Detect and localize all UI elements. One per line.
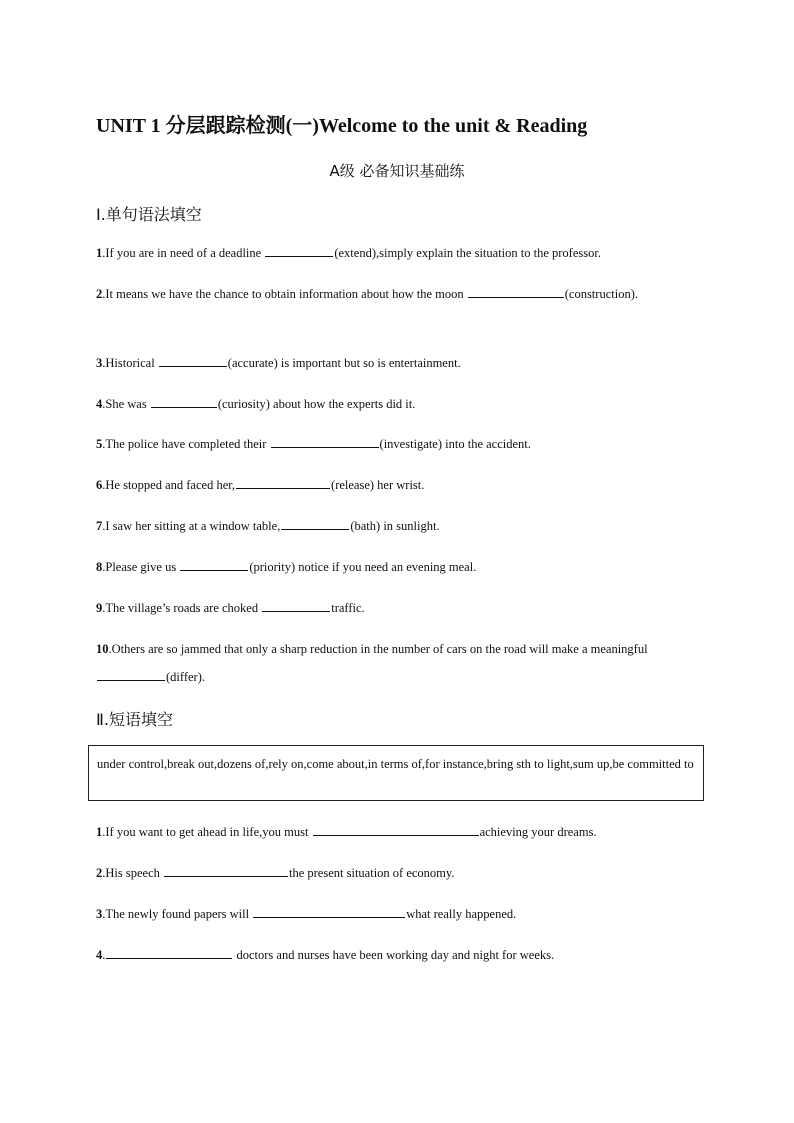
question-text-after: (curiosity) about how the experts did it. xyxy=(217,397,416,411)
question-2-3 xyxy=(96,900,706,928)
question-number: 4 xyxy=(96,948,103,962)
answer-blank[interactable] xyxy=(236,474,330,489)
question-number: 2 xyxy=(96,866,103,880)
question-text-after: the present situation of economy. xyxy=(289,866,455,880)
section-heading-phrases: Ⅱ.短语填空 xyxy=(96,710,173,729)
question-1-9 xyxy=(96,594,706,622)
question-text-after: what really happened. xyxy=(406,907,517,921)
answer-blank[interactable] xyxy=(159,352,227,367)
question-text-before: .Historical xyxy=(102,356,158,370)
question-2-4 xyxy=(96,941,706,969)
question-text-after: (extend),simply explain the situation to the professor. xyxy=(334,246,601,260)
question-number: 9 xyxy=(96,601,103,615)
question-text-before: .Please give us xyxy=(102,560,180,574)
answer-blank[interactable] xyxy=(262,597,330,612)
question-number: 2 xyxy=(96,287,103,301)
answer-blank[interactable] xyxy=(151,393,217,408)
question-2-1 xyxy=(96,818,706,846)
question-text-after: (release) her wrist. xyxy=(331,478,425,492)
question-text-after: (priority) notice if you need an evening meal. xyxy=(249,560,477,574)
level-subtitle: A级 必备知识基础练 xyxy=(329,162,465,180)
question-1-8 xyxy=(96,553,706,581)
answer-blank[interactable] xyxy=(265,242,333,257)
question-number: 6 xyxy=(96,478,103,492)
answer-blank[interactable] xyxy=(106,944,232,959)
question-text-before: .Others are so jammed that only a sharp reduction in the number of cars on the road will make a meaningful xyxy=(108,642,648,656)
question-text-after: (investigate) into the accident. xyxy=(379,437,531,451)
question-text-after: traffic. xyxy=(331,601,365,615)
question-number: 1 xyxy=(96,825,103,839)
question-text-after: achieving your dreams. xyxy=(479,825,597,839)
question-text-before: .The newly found papers will xyxy=(102,907,253,921)
question-text-after: doctors and nurses have been working day and night for weeks. xyxy=(233,948,555,962)
page-title: UNIT 1 分层跟踪检测(一)Welcome to the unit & Reading xyxy=(96,115,588,137)
question-text-after: (accurate) is important but so is entertainment. xyxy=(227,356,461,370)
question-text-before: .The police have completed their xyxy=(102,437,270,451)
answer-blank[interactable] xyxy=(281,515,349,530)
question-number: 1 xyxy=(96,246,103,260)
question-text-after: (bath) in sunlight. xyxy=(350,519,440,533)
answer-blank[interactable] xyxy=(468,283,564,298)
question-text-before: . xyxy=(102,948,106,962)
answer-blank[interactable] xyxy=(180,556,248,571)
phrase-bank-box: under control,break out,dozens of,rely on,come about,in terms of,for instance,bring sth to light,sum up,be committed to xyxy=(88,745,704,801)
question-text-before: .I saw her sitting at a window table, xyxy=(102,519,281,533)
question-text-before: .It means we have the chance to obtain information about how the moon xyxy=(102,287,467,301)
question-text-before: .He stopped and faced her, xyxy=(102,478,236,492)
question-1-5 xyxy=(96,430,706,458)
question-number: 10 xyxy=(96,642,109,656)
answer-blank[interactable] xyxy=(253,903,405,918)
answer-blank[interactable] xyxy=(164,862,288,877)
question-text-before: .If you want to get ahead in life,you must xyxy=(102,825,312,839)
question-number: 3 xyxy=(96,907,103,921)
answer-blank[interactable] xyxy=(313,821,479,836)
question-1-10 xyxy=(96,635,706,691)
answer-blank[interactable] xyxy=(97,666,165,681)
question-number: 8 xyxy=(96,560,103,574)
question-1-3 xyxy=(96,349,706,377)
question-number: 4 xyxy=(96,397,103,411)
question-number: 3 xyxy=(96,356,103,370)
answer-blank[interactable] xyxy=(271,433,379,448)
question-number: 7 xyxy=(96,519,103,533)
section-heading-grammar: Ⅰ.单句语法填空 xyxy=(96,205,202,224)
question-text-after: (differ). xyxy=(166,670,205,684)
question-1-6 xyxy=(96,471,706,499)
question-1-1 xyxy=(96,239,706,267)
question-1-4 xyxy=(96,390,706,418)
question-1-7 xyxy=(96,512,706,540)
question-text-after: (construction). xyxy=(564,287,638,301)
question-text-before: .She was xyxy=(102,397,150,411)
question-text-before: .If you are in need of a deadline xyxy=(102,246,265,260)
question-1-2 xyxy=(96,280,706,308)
question-number: 5 xyxy=(96,437,103,451)
question-2-2 xyxy=(96,859,706,887)
question-text-before: .The village’s roads are choked xyxy=(102,601,262,615)
question-text-before: .His speech xyxy=(102,866,163,880)
